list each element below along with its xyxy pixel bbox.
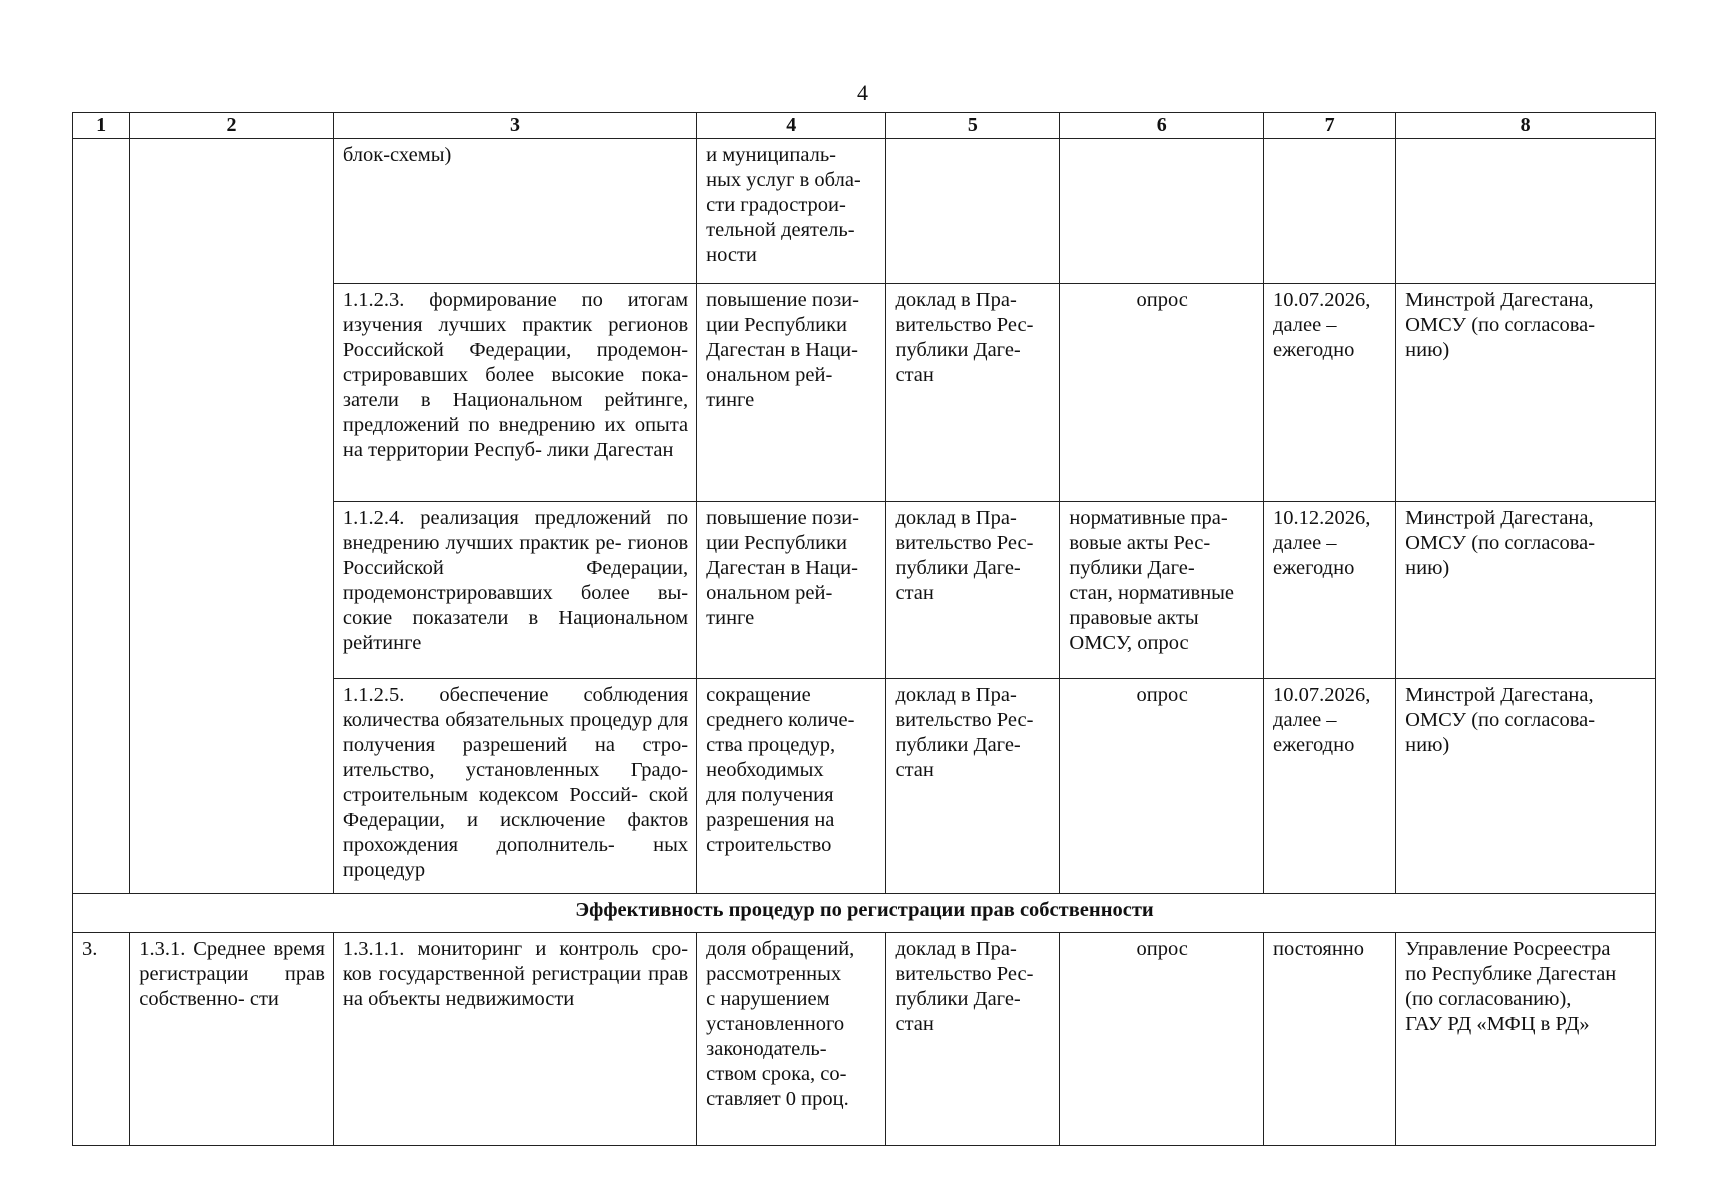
cell-result-text: сокращение среднего количе- ства процедур, необходимых для получения разрешения на строительство — [706, 684, 855, 856]
cell-result-text: повышение пози- ции Республики Дагестан в Наци- ональном рей- тинге — [706, 289, 859, 411]
cell-responsible — [1396, 933, 1656, 1146]
cell-report — [886, 502, 1060, 679]
cell-result — [697, 502, 886, 679]
column-header-6: 6 — [1060, 113, 1264, 139]
cell-activity: 1.3.1.1. мониторинг и контроль сро- ков государственной регистрации прав на объекты недвижимости — [333, 933, 696, 1146]
cell-report — [886, 679, 1060, 894]
cell-deadline-text: 10.07.2026, далее – ежегодно — [1273, 684, 1371, 756]
cell-activity: 1.1.2.3. формирование по итогам изучения лучших практик регионов Российской Федерации, продемон- стрировавших более высокие пока- затели в Национальном рейтинге, предложений по внедрению их опыта на территории Респуб- лики Дагестан — [333, 284, 696, 502]
cell-result-text: доля обращений, рассмотренных с нарушением установленного законодатель- ством срока, со- ставляет 0 проц. — [706, 938, 855, 1110]
cell-result — [697, 139, 886, 284]
cell-deadline: постоянно — [1264, 933, 1396, 1146]
cell-result-text: и муниципаль- ных услуг в обла- сти градострои- тельной деятель- ности — [706, 144, 861, 266]
cell-responsible-text: Минстрой Дагестана, ОМСУ (по согласова- нию) — [1405, 289, 1596, 361]
cell-deadline — [1264, 284, 1396, 502]
cell-method — [1060, 502, 1264, 679]
table-header — [73, 113, 1656, 139]
section-heading: Эффективность процедур по регистрации прав собственности — [73, 894, 1656, 933]
cell-responsible-text: Управление Росреестра по Республике Дагестан (по согласованию), ГАУ РД «МФЦ в РД» — [1405, 938, 1617, 1035]
page-number: 4 — [857, 80, 868, 105]
cell-responsible — [1396, 502, 1656, 679]
cell-method: опрос — [1060, 284, 1264, 502]
column-header-4: 4 — [697, 113, 886, 139]
column-header-1: 1 — [73, 113, 130, 139]
action-plan-table — [72, 112, 1656, 1146]
cell-indicator — [130, 139, 334, 894]
cell-responsible — [1396, 284, 1656, 502]
cell-result — [697, 933, 886, 1146]
cell-deadline — [1264, 139, 1396, 284]
cell-method-text: нормативные пра- вовые акты Рес- публики Даге- стан, нормативные правовые акты ОМСУ, опрос — [1069, 507, 1235, 654]
cell-report-text: доклад в Пра- вительство Рес- публики Даге- стан — [895, 507, 1034, 604]
cell-method — [1060, 139, 1264, 284]
column-header-2: 2 — [130, 113, 334, 139]
column-header-7: 7 — [1264, 113, 1396, 139]
cell-report — [886, 139, 1060, 284]
cell-responsible-text: Минстрой Дагестана, ОМСУ (по согласова- нию) — [1405, 684, 1596, 756]
table-row — [73, 933, 1656, 1146]
cell-indicator: 1.3.1. Среднее время регистрации прав собственно- сти — [130, 933, 334, 1146]
column-header-8: 8 — [1396, 113, 1656, 139]
cell-report — [886, 284, 1060, 502]
cell-deadline-text: 10.12.2026, далее – ежегодно — [1273, 507, 1371, 579]
cell-deadline — [1264, 502, 1396, 679]
cell-report-text: доклад в Пра- вительство Рес- публики Даге- стан — [895, 684, 1034, 781]
section-heading-row — [73, 894, 1656, 933]
cell-report-text: доклад в Пра- вительство Рес- публики Даге- стан — [895, 289, 1034, 386]
cell-activity: 1.1.2.5. обеспечение соблюдения количества обязательных процедур для получения разрешений на стро- ительство, установленных Градо- строительным кодексом Россий- ской Федерации, и исключение фактов прохождения дополнитель- ных процедур — [333, 679, 696, 894]
cell-activity: 1.1.2.4. реализация предложений по внедрению лучших практик ре- гионов Российской Федерации, продемонстрировавших более вы- сокие показатели в Национальном рейтинге — [333, 502, 696, 679]
cell-number: 3. — [73, 933, 130, 1146]
cell-report — [886, 933, 1060, 1146]
cell-result-text: повышение пози- ции Республики Дагестан в Наци- ональном рей- тинге — [706, 507, 859, 629]
cell-activity: блок-схемы) — [333, 139, 696, 284]
table-row — [73, 139, 1656, 284]
cell-deadline — [1264, 679, 1396, 894]
cell-deadline-text: 10.07.2026, далее – ежегодно — [1273, 289, 1371, 361]
cell-method: опрос — [1060, 679, 1264, 894]
cell-method: опрос — [1060, 933, 1264, 1146]
cell-responsible-text: Минстрой Дагестана, ОМСУ (по согласова- нию) — [1405, 507, 1596, 579]
column-header-3: 3 — [333, 113, 696, 139]
cell-result — [697, 284, 886, 502]
cell-responsible — [1396, 139, 1656, 284]
column-header-5: 5 — [886, 113, 1060, 139]
cell-result — [697, 679, 886, 894]
cell-responsible — [1396, 679, 1656, 894]
cell-number — [73, 139, 130, 894]
cell-report-text: доклад в Пра- вительство Рес- публики Даге- стан — [895, 938, 1034, 1035]
